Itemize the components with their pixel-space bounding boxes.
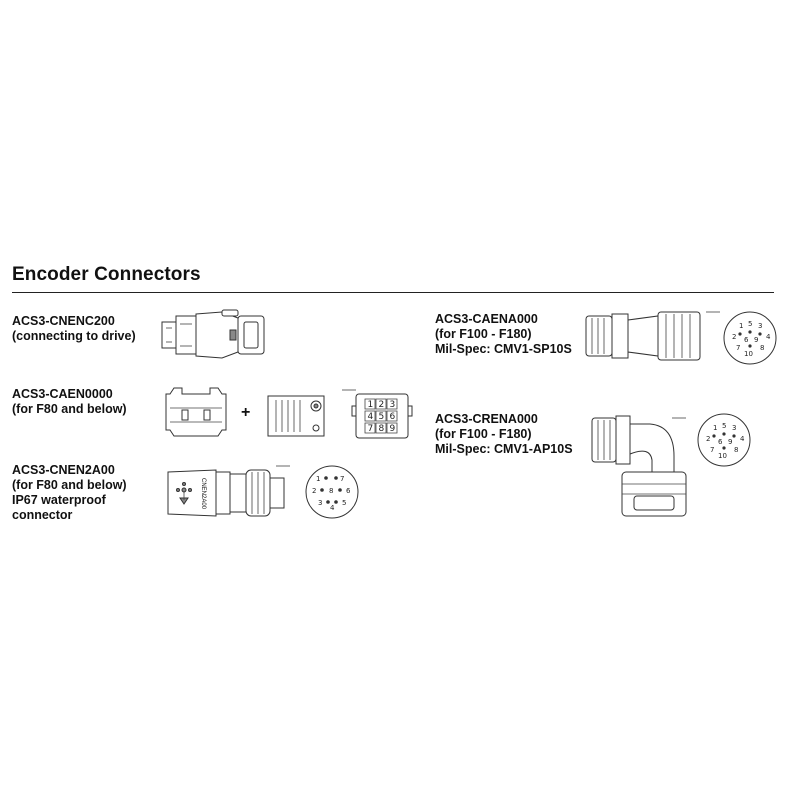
- connector-model: ACS3-CNEN2A00: [12, 463, 115, 477]
- pin-label: 2: [706, 435, 711, 443]
- connector-note: (for F80 and below): [12, 478, 127, 492]
- connector-note: Mil-Spec: CMV1-AP10S: [435, 442, 573, 456]
- pin-label: 10: [744, 350, 753, 358]
- connector-model: ACS3-CAEN0000: [12, 387, 113, 401]
- connector-note: connector: [12, 508, 73, 522]
- pin-label: 8: [378, 424, 385, 434]
- pin-label: 9: [389, 424, 396, 434]
- pin-label: 3: [389, 400, 396, 410]
- pin-label: 3: [758, 322, 763, 330]
- pin-label: 7: [340, 475, 345, 483]
- pin-label: 5: [722, 422, 727, 430]
- pin-label: 3: [318, 499, 323, 507]
- caena000-pin-face: [724, 312, 776, 364]
- pin-label: 1: [713, 424, 718, 432]
- connector-model: ACS3-CRENA000: [435, 412, 538, 426]
- connector-label-caena000: [435, 312, 572, 357]
- pin-label: 7: [367, 424, 374, 434]
- pin-label: 1: [739, 322, 744, 330]
- plus-sign: +: [241, 404, 251, 421]
- caen0000-pin-grid: [359, 397, 401, 437]
- connector-note: IP67 waterproof: [12, 493, 106, 507]
- pin-label: 2: [312, 487, 317, 495]
- connector-model: ACS3-CNENC200: [12, 314, 115, 328]
- pin-label: 5: [342, 499, 347, 507]
- connector-note: (for F80 and below): [12, 402, 127, 416]
- pin-label: 6: [389, 412, 396, 422]
- connector-label-caen0000: [12, 387, 127, 417]
- connector-model: ACS3-CAENA000: [435, 312, 538, 326]
- pin-label: 3: [732, 424, 737, 432]
- pin-label: 7: [736, 344, 741, 352]
- pin-label: 4: [740, 435, 745, 443]
- connector-note: (connecting to drive): [12, 329, 136, 343]
- connector-label-cnen2a00: [12, 463, 127, 523]
- pin-label: 9: [728, 438, 733, 446]
- pin-label: 2: [378, 400, 385, 410]
- connector-note: Mil-Spec: CMV1-SP10S: [435, 342, 572, 356]
- pin-label: 10: [718, 452, 727, 460]
- crena000-connector-drawing: [588, 412, 788, 522]
- pin-label: 8: [329, 487, 334, 495]
- pin-label: 5: [378, 412, 385, 422]
- pin-label: 4: [367, 412, 374, 422]
- pin-label: 8: [760, 344, 765, 352]
- section-title: Encoder Connectors: [12, 264, 201, 285]
- pin-label: 1: [367, 400, 374, 410]
- pin-label: 4: [330, 504, 335, 512]
- connector-note: (for F100 - F180): [435, 427, 532, 441]
- connector-note: (for F100 - F180): [435, 327, 532, 341]
- title-divider: [12, 292, 774, 293]
- connector-label-crena000: [435, 412, 573, 457]
- pin-label: 8: [734, 446, 739, 454]
- pin-label: 9: [754, 336, 759, 344]
- connector-body-text: CNEN2A00: [200, 478, 206, 510]
- pin-label: 6: [346, 487, 351, 495]
- cnen2a00-pin-face: [306, 466, 358, 518]
- pin-label: 6: [744, 336, 749, 344]
- pin-label: 2: [732, 333, 737, 341]
- pin-label: 7: [710, 446, 715, 454]
- connector-label-cnenc200: [12, 314, 136, 344]
- pin-label: 6: [718, 438, 723, 446]
- crena000-pin-face: [698, 414, 750, 466]
- pin-label: 5: [748, 320, 753, 328]
- pin-label: 1: [316, 475, 321, 483]
- pin-label: 4: [766, 333, 771, 341]
- cnenc200-connector-drawing: [160, 306, 270, 362]
